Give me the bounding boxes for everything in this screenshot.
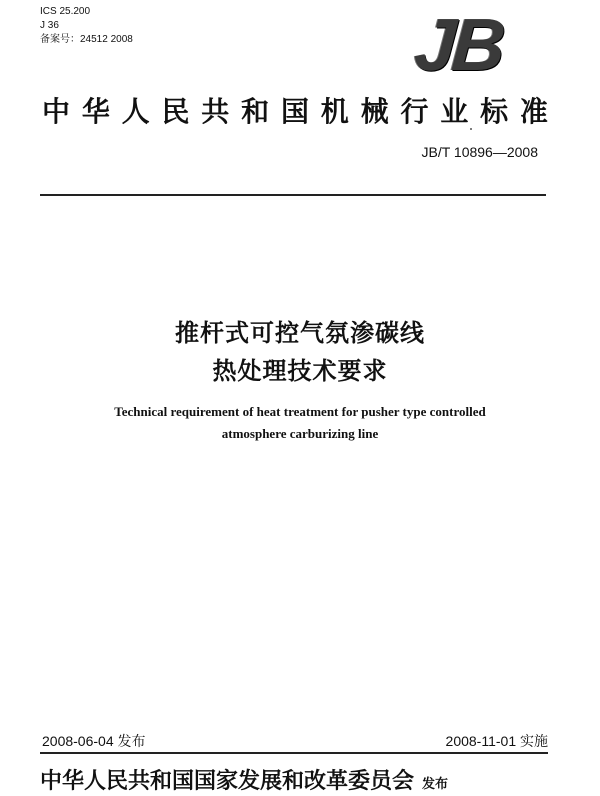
classification-code: J 36 (40, 20, 59, 31)
agency-char: 机 (320, 95, 349, 128)
agency-char: 中 (41, 95, 70, 128)
issue-date: 2008-06-04 发布 (42, 733, 146, 749)
agency-char: 标 (480, 95, 509, 128)
publisher-name: 中华人民共和国国家发展和改革委员会 (40, 769, 415, 794)
agency-char: 械 (360, 95, 389, 128)
header-divider (40, 194, 546, 196)
speck (470, 128, 472, 130)
agency-char: 准 (519, 95, 548, 128)
title-en-line-1: Technical requirement of heat treatment for pusher type controlled (114, 404, 486, 419)
title-en-line-2: atmosphere carburizing line (221, 426, 379, 441)
agency-char: 华 (81, 95, 110, 128)
agency-char: 民 (161, 95, 190, 128)
standard-number: JB/T 10896—2008 (421, 144, 538, 160)
implementation-date: 2008-11-01 实施 (445, 733, 548, 749)
agency-char: 业 (440, 95, 469, 128)
footer-divider (40, 752, 548, 754)
agency-char: 人 (121, 95, 150, 128)
agency-char: 和 (241, 95, 270, 128)
agency-title (40, 90, 550, 130)
publisher-suffix: 发布 (422, 777, 449, 792)
publisher (40, 764, 560, 795)
agency-char: 国 (280, 95, 309, 128)
agency-char: 共 (201, 95, 230, 128)
agency-char: 行 (400, 95, 429, 128)
record-number: 备案号：24512 2008 (40, 34, 133, 45)
ics-code: ICS 25.200 (40, 6, 91, 17)
title-cn-line-1: 推杆式可控气氛渗碳线 (175, 319, 425, 347)
jb-logo: JB (411, 3, 505, 86)
title-cn-line-2: 热处理技术要求 (212, 357, 388, 385)
